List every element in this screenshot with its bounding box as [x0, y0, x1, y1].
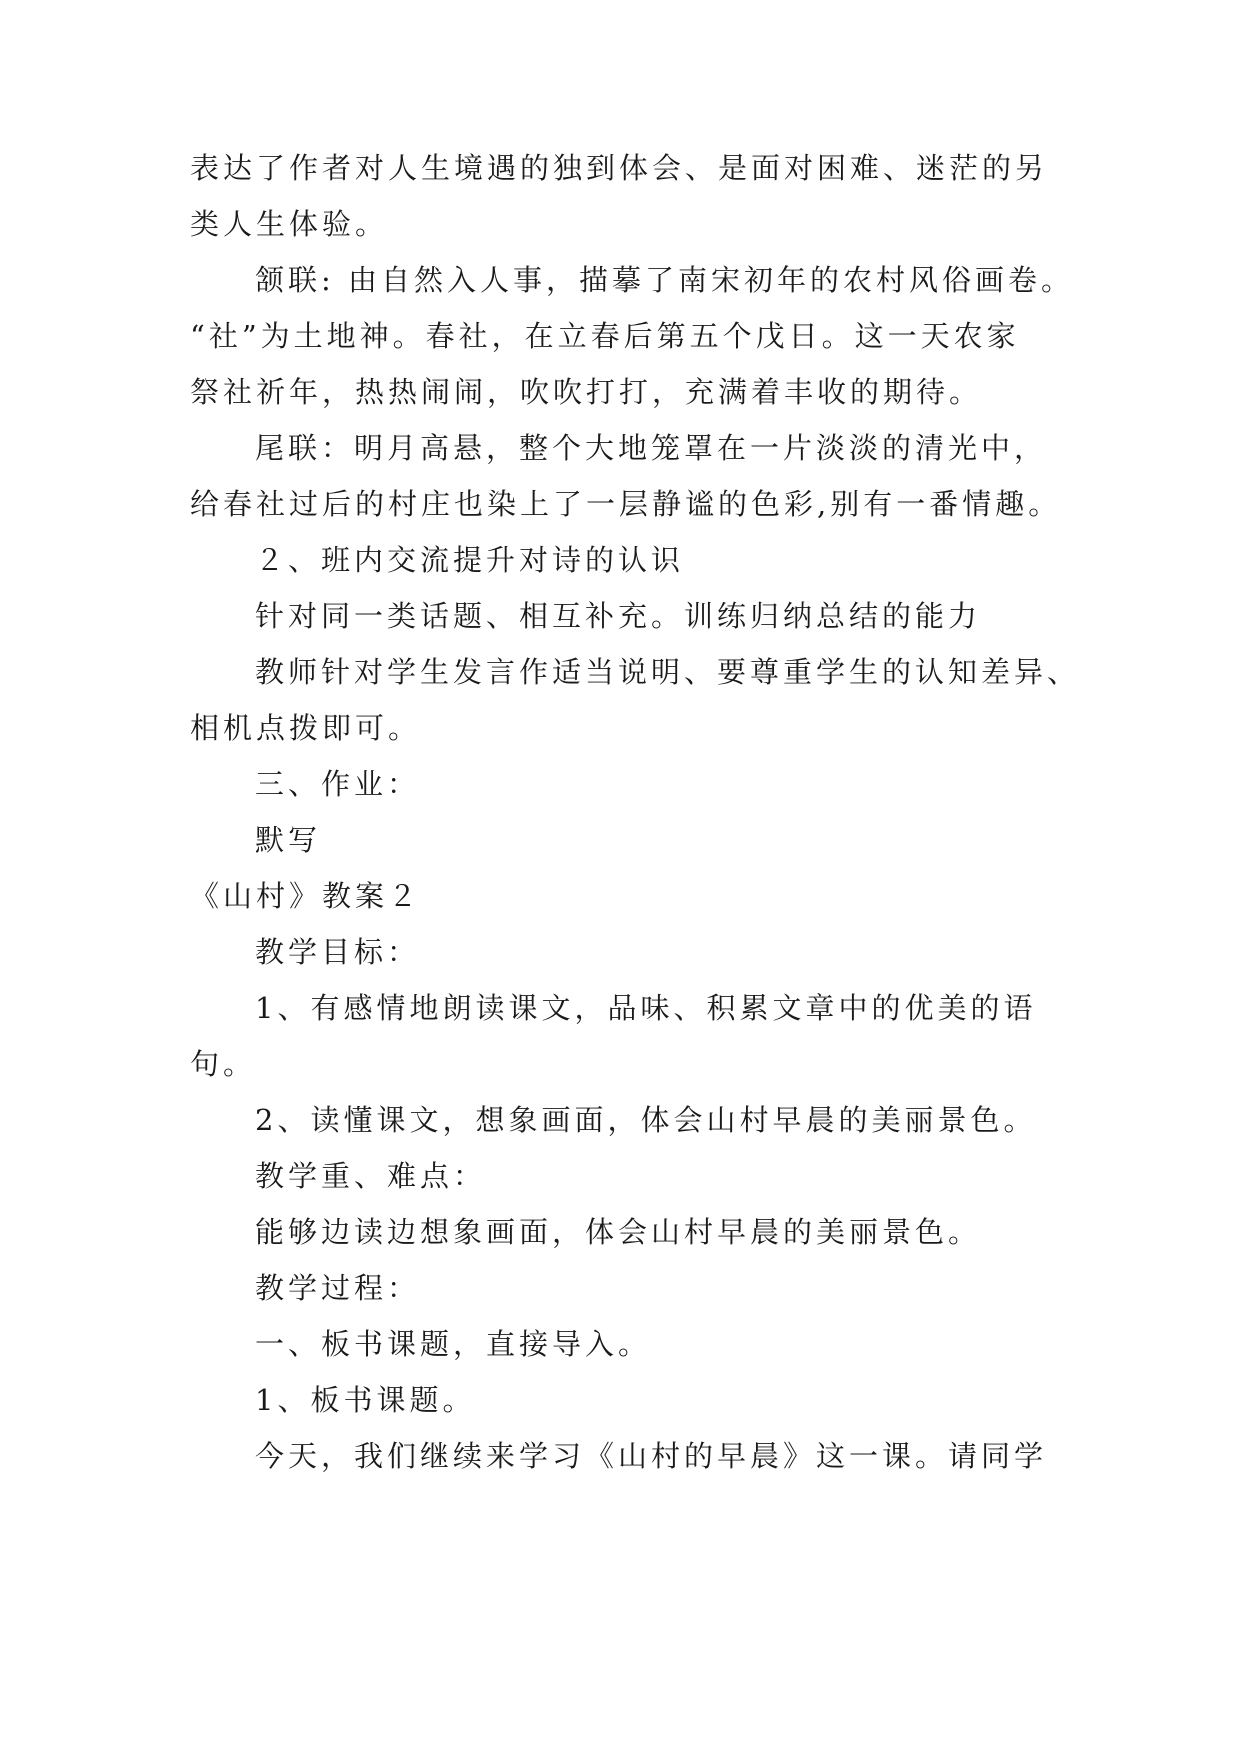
text-line: 句。	[190, 1047, 257, 1081]
text-line: 能够边读边想象画面，体会山村早晨的美丽景色。	[255, 1215, 982, 1249]
text-line: 教学过程：	[255, 1271, 421, 1305]
text-line: 教师针对学生发言作适当说明、要尊重学生的认知差异、	[255, 655, 1081, 689]
text-line: 教学重、难点：	[255, 1159, 487, 1193]
text-line: 1、有感情地朗读课文，品味、积累文章中的优美的语	[255, 991, 1037, 1025]
text-line: 类人生体验。	[190, 207, 389, 241]
text-line: 相机点拨即可。	[190, 711, 422, 745]
section-heading: 《山村》教案２	[190, 879, 422, 913]
text-line: 2、读懂课文，想象画面，体会山村早晨的美丽景色。	[255, 1103, 1037, 1137]
text-line: 祭社祈年，热热闹闹，吹吹打打，充满着丰收的期待。	[190, 375, 983, 409]
text-line: 教学目标：	[255, 935, 421, 969]
text-line: 1、板书课题。	[255, 1383, 476, 1417]
text-line: “社”为土地神。春社，在立春后第五个戊日。这一天农家	[190, 319, 1020, 353]
text-line: 默写	[255, 823, 322, 857]
text-line: 给春社过后的村庄也染上了一层静谧的色彩,别有一番情趣。	[190, 487, 1062, 521]
text-line: 表达了作者对人生境遇的独到体会、是面对困难、迷茫的另	[190, 151, 1049, 185]
text-line: 三、作业：	[255, 767, 421, 801]
text-line: 一、板书课题，直接导入。	[255, 1327, 652, 1361]
text-line: 尾联：明月高悬，整个大地笼罩在一片淡淡的清光中，	[255, 431, 1048, 465]
text-line: 今天，我们继续来学习《山村的早晨》这一课。请同学	[255, 1439, 1048, 1473]
text-line: 针对同一类话题、相互补充。训练归纳总结的能力	[255, 599, 982, 633]
text-line: 颔联: 由自然入人事，描摹了南宋初年的农村风俗画卷。	[255, 263, 1074, 297]
text-line: ２、班内交流提升对诗的认识	[255, 543, 685, 577]
